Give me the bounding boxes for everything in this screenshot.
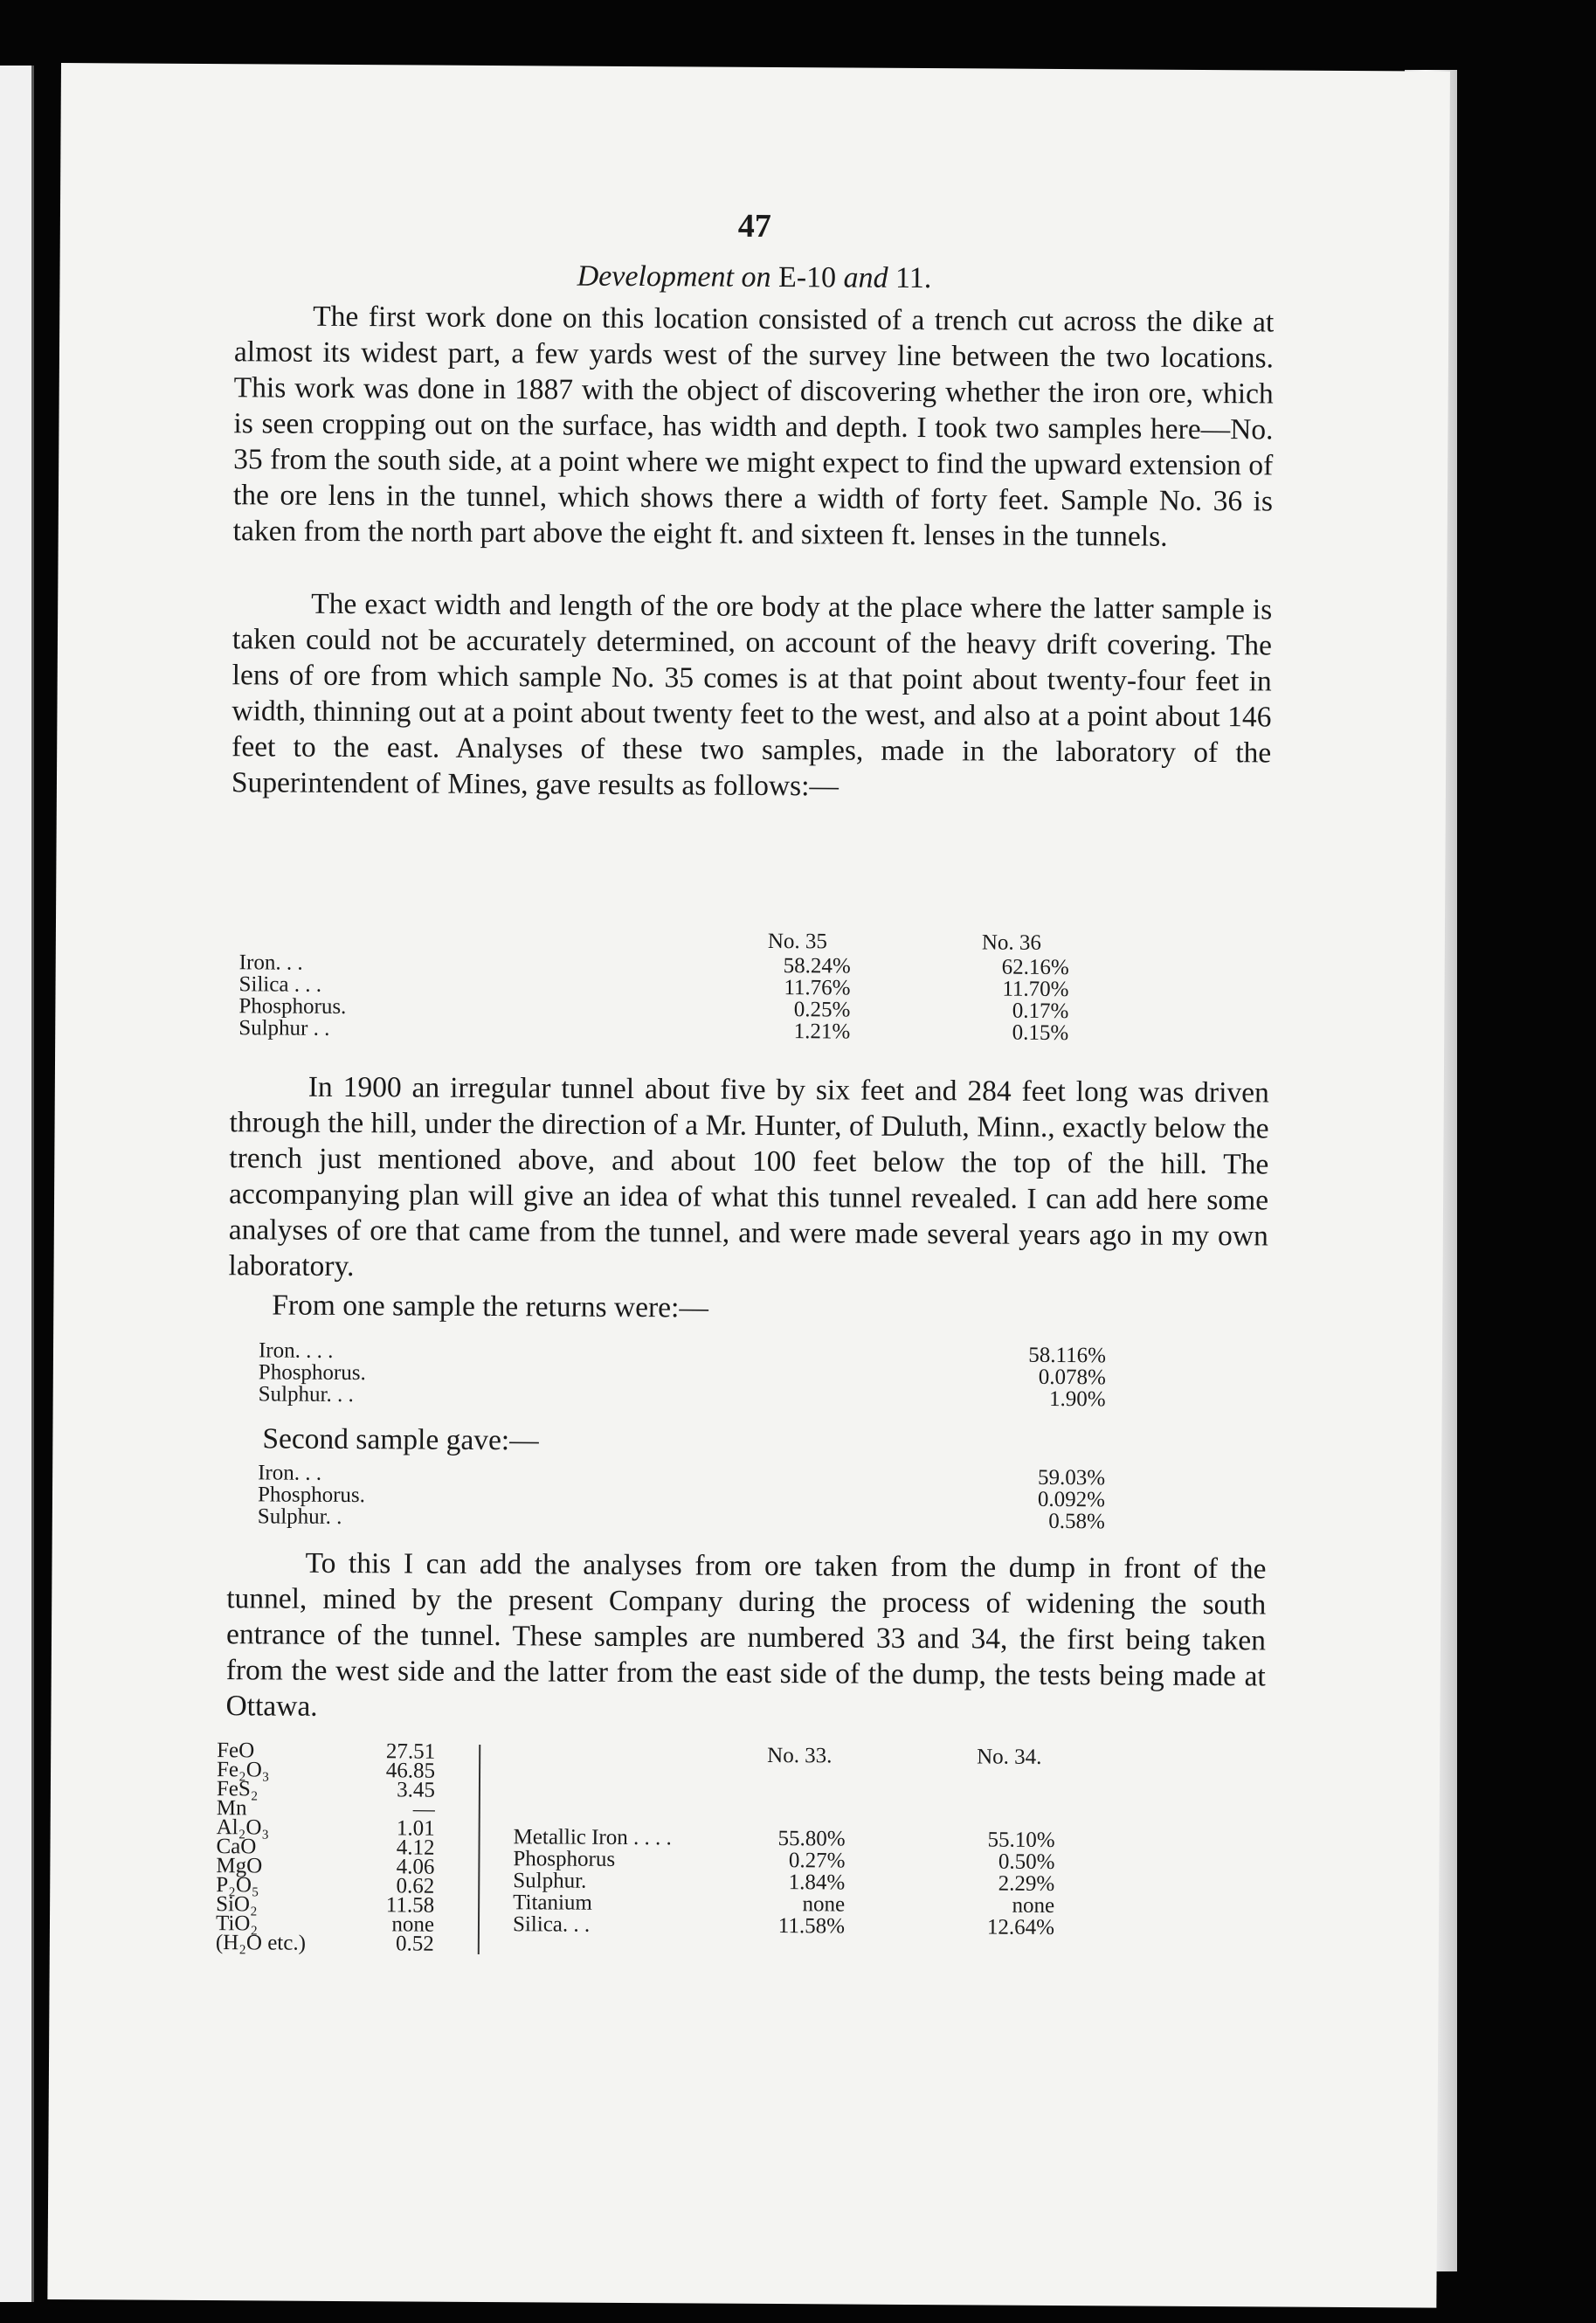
heading-prefix: Development on — [577, 259, 771, 294]
page-number: 47 — [737, 207, 772, 245]
col-header-no-34: No. 34. — [977, 1745, 1042, 1769]
section-heading — [234, 258, 1274, 297]
table-row: (H₂O etc.) 0.52 — [215, 1931, 434, 1956]
table-row: CaO 4.12 — [216, 1835, 435, 1860]
table-row: MgO 4.06 — [216, 1854, 435, 1879]
table-row: Fe₂O₃ 46.85 — [216, 1758, 436, 1783]
heading-code: E-10 — [777, 261, 837, 294]
table-row: Sulphur. . . 1.90% — [258, 1382, 1106, 1412]
table-row: P₂O₅ 0.62 — [216, 1873, 435, 1898]
table-row: Metallic Iron . . . . 55.80% 55.10% — [513, 1825, 1055, 1852]
analysis-table-35-36 — [238, 929, 1165, 1046]
table-row: Phosphorus. 0.092% — [257, 1483, 1106, 1512]
table-row: Mn — — [216, 1796, 435, 1822]
table-row: FeO 27.51 — [217, 1739, 436, 1764]
paragraph-1: The first work done on this location consisted of a trench cut across the dike at almost its widest part, a few yards west of the survey line between the two locations. This work was done in 1887 with the object of discovering whether the iron ore, which is seen cropping out on the surface, has width and depth. I took two samples here—No. 35 from the south side, at a point where we might expect to find the upward extension of the ore lens in the tunnel, which shows there a width of forty feet. Sample No. 36 is taken from the north part above the eight ft. and sixteen ft. lenses in the tunnels. — [232, 300, 1275, 553]
table-row: Al₂O₃ 1.01 — [216, 1815, 435, 1841]
analysis-table-sample-1 — [259, 1339, 1185, 1410]
table-row: Sulphur. 1.84% 2.29% — [513, 1869, 1055, 1896]
col-header-no-33: No. 33. — [767, 1743, 833, 1768]
table-row: Iron. . . . 58.116% — [258, 1338, 1107, 1368]
composition-table — [216, 1741, 479, 1954]
table-row: Titanium none none — [513, 1891, 1055, 1918]
table-row: Sulphur . . 1.21% 0.15% — [238, 1016, 1069, 1046]
table-row: SiO₂ 11.58 — [216, 1892, 435, 1918]
paragraph-4: From one sample the returns were:— — [272, 1289, 708, 1324]
paragraph-3: In 1900 an irregular tunnel about five by six feet and 284 feet long was driven through the hill, under the direction of a Mr. Hunter, of Duluth, Minn., exactly below the trench just mentioned above, and about 100 feet below the top of the hill. The accompanying plan will give an idea of what this tunnel revealed. I can add here some analyses of ore that came from the tunnel, and were made several years ago in my own laboratory. — [228, 1070, 1269, 1283]
heading-number: 11. — [895, 261, 932, 295]
table-row: Phosphorus 0.27% 0.50% — [513, 1847, 1055, 1874]
table-row: Phosphorus. 0.25% 0.17% — [238, 994, 1069, 1024]
adjacent-page-edge — [0, 66, 34, 2302]
table-row: FeS₂ 3.45 — [216, 1777, 436, 1802]
analysis-table-33-34 — [512, 1743, 1213, 1939]
col-header-no-36: No. 36 — [981, 930, 1042, 955]
paragraph-6: To this I can add the analyses from ore taken from the dump in front of the tunnel, mined by the present Company during the process of widening the south entrance of the tunnel. These samples are numbered 33 and 34, the first being taken from the west side and the latter from the east side of the dump, the tests being made at Ottawa. — [225, 1546, 1267, 1723]
table-row: Iron. . . 59.03% — [258, 1461, 1106, 1490]
table-row: Sulphur. . 0.58% — [257, 1504, 1105, 1534]
document-page — [47, 63, 1450, 2308]
paragraph-5: Second sample gave:— — [262, 1422, 539, 1457]
paragraph-2: The exact width and length of the ore body at the place where the latter sample is taken could not be accurately determined, on account of the heavy drift covering. The lens of ore from which sample No. 35 comes is at that point about twenty-four feet in width, thinning out at a point about twenty feet to the west, and also at a point about 146 feet to the east. Analyses of these two samples, made in the laboratory of the Superintendent of Mines, gave results as follows:— — [231, 587, 1273, 803]
table-row: TiO₂ none — [215, 1912, 435, 1937]
col-header-no-35: No. 35 — [767, 929, 828, 954]
table-row: Iron. . . 58.24% 62.16% — [238, 951, 1069, 980]
table-divider-line — [478, 1745, 480, 1954]
page-content — [215, 64, 1275, 1956]
table-row: Phosphorus. 0.078% — [258, 1360, 1106, 1390]
analysis-table-sample-2 — [258, 1462, 1184, 1532]
table-row: Silica . . . 11.76% 11.70% — [238, 972, 1069, 1002]
heading-and: and — [843, 261, 888, 294]
table-row: Silica. . . 11.58% 12.64% — [512, 1912, 1055, 1939]
